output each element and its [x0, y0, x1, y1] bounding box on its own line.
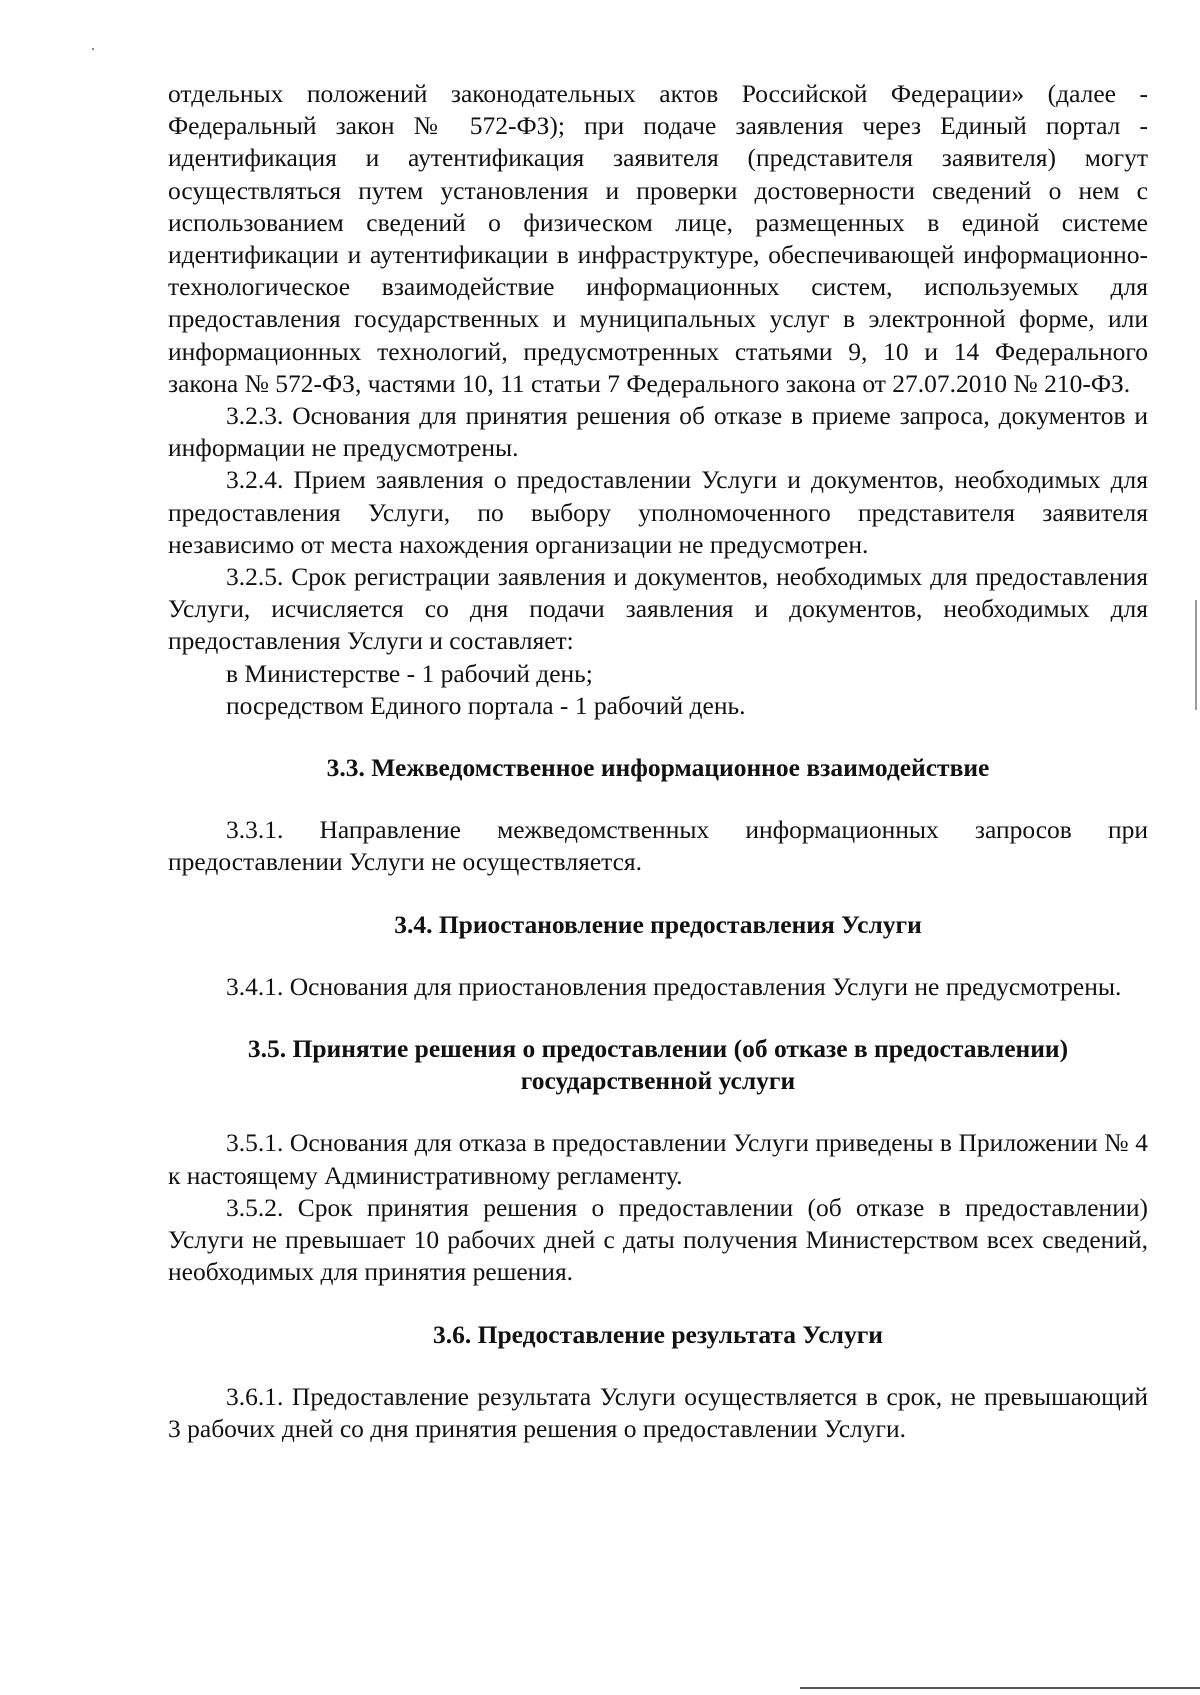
paragraph-3-4-1: 3.4.1. Основания для приостановления предоставления Услуги не предусмотрены. — [226, 971, 1122, 1001]
paragraph-3-6-1: 3.6.1. Предоставление результата Услуги осуществляется в срок, не превышающий 3 рабочих дней со дня принятия решения о предоставлении Услуги. — [168, 1381, 1148, 1443]
section-heading-3-5: 3.5. Принятие решения о предоставлении (об отказе в предоставлении) государственной услуги — [247, 1034, 1069, 1096]
scan-edge-mark — [1195, 600, 1197, 710]
paragraph-ministry-term: в Министерстве - 1 рабочий день; — [226, 658, 593, 688]
paragraph-3-3-1: 3.3.1. Направление межведомственных информационных запросов при предоставлении Услуги не осуществляется. — [168, 815, 1148, 877]
document-page — [168, 78, 1148, 1445]
paragraph-portal-term: посредством Единого портала - 1 рабочий день. — [226, 690, 746, 720]
section-heading-3-6: 3.6. Предоставление результата Услуги — [433, 1319, 883, 1349]
section-heading-3-3: 3.3. Межведомственное информационное взаимодействие — [326, 753, 990, 783]
paragraph-3-2-3: 3.2.3. Основания для принятия решения об отказе в приеме запроса, документов и информации не предусмотрены. — [168, 401, 1148, 463]
paragraph-3-2-5: 3.2.5. Срок регистрации заявления и документов, необходимых для предоставления Услуги, исчисляется со дня подачи заявления и документов, необходимых для предоставления Услуги и составляет: — [168, 562, 1148, 656]
section-heading-3-4: 3.4. Приостановление предоставления Услуги — [394, 909, 922, 939]
paragraph-continuation: отдельных положений законодательных актов Российской Федерации» (далее - Федеральный закон № 572-ФЗ); при подаче заявления через Единый портал - идентификация и аутентификация заявителя (представителя заявителя) могут осуществляться путем установления и проверки достоверности сведений о нем с использованием сведений о физическом лице, размещенных в единой системе идентификации и аутентификации в инфраструктуре, обеспечивающей информационно-технологическое взаимодействие информационных систем, используемых для предоставления государственных и муниципальных услуг в электронной форме, или информационных технологий, предусмотренных статьями 9, 10 и 14 Федерального закона № 572-ФЗ, частями 10, 11 статьи 7 Федерального закона от 27.07.2010 № 210-ФЗ. — [168, 79, 1148, 398]
paragraph-3-2-4: 3.2.4. Прием заявления о предоставлении Услуги и документов, необходимых для предоставления Услуги, по выбору уполномоченного представителя заявителя независимо от места нахождения организации не предусмотрен. — [168, 465, 1148, 559]
scan-bottom-line — [800, 1687, 1200, 1689]
paragraph-3-5-2: 3.5.2. Срок принятия решения о предоставлении (об отказе в предоставлении) Услуги не превышает 10 рабочих дней с даты получения Министерством всех сведений, необходимых для принятия решения. — [168, 1192, 1148, 1287]
paragraph-3-5-1: 3.5.1. Основания для отказа в предоставлении Услуги приведены в Приложении № 4 к настоящему Административному регламенту. — [168, 1128, 1148, 1190]
scan-speck — [92, 48, 94, 50]
